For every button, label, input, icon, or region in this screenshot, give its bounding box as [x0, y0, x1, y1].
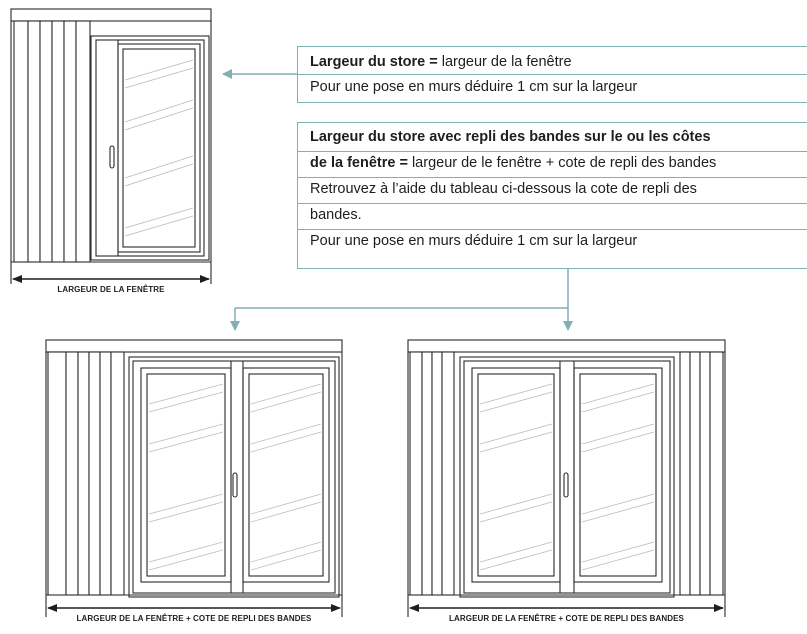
- top-blind-slats: [14, 21, 90, 262]
- info-box-divider: [298, 177, 807, 178]
- bottom-left-dimension-label: LARGEUR DE LA FENÊTRE + COTE DE REPLI DES BANDES: [76, 614, 312, 623]
- info-box-divider: [298, 74, 807, 75]
- fold-width-heading: [310, 125, 807, 151]
- bottom-left-window-diagram: [46, 340, 342, 617]
- top-dimension-label: LARGEUR DE LA FENÊTRE: [57, 285, 165, 294]
- bottom-left-blind-slats: [48, 352, 124, 595]
- info-box-line-1: [310, 50, 807, 75]
- info-box-divider: [298, 151, 807, 152]
- top-window-diagram: [11, 9, 211, 284]
- bottom-right-blind-slats-right: [680, 352, 723, 595]
- info-box-divider: [298, 229, 807, 230]
- bottom-right-rail: [408, 340, 725, 352]
- info-box-divider: [298, 203, 807, 204]
- fold-width-definition: largeur de le fenêtre + cote de repli des bandes: [407, 155, 717, 171]
- fold-width-heading-text: Largeur du store avec repli des bandes sur le ou les côtes: [310, 129, 711, 145]
- wall-mount-note-2: Pour une pose en murs déduire 1 cm sur la largeur: [310, 233, 638, 249]
- store-width-heading: Largeur du store =: [310, 54, 438, 70]
- wall-mount-note: Pour une pose en murs déduire 1 cm sur la largeur: [310, 79, 638, 95]
- fold-width-line-2: [310, 151, 807, 177]
- top-window-frame: [91, 36, 209, 260]
- fold-table-note-end: bandes.: [310, 207, 362, 223]
- info-box-store-width: [297, 46, 807, 103]
- bottom-right-window-diagram: [408, 340, 725, 617]
- fold-width-heading-end: de la fenêtre =: [310, 155, 408, 171]
- bottom-left-handle: [233, 473, 237, 497]
- fold-table-note: Retrouvez à l’aide du tableau ci-dessous la cote de repli des: [310, 181, 697, 197]
- top-window-handle: [110, 146, 114, 168]
- store-width-definition: largeur de la fenêtre: [437, 54, 572, 70]
- box2-connector: [235, 269, 568, 330]
- bottom-right-dimension-label: LARGEUR DE LA FENÊTRE + COTE DE REPLI DES BANDES: [449, 614, 684, 623]
- info-box-store-width-with-fold: [297, 122, 807, 269]
- bottom-right-blind-slats-left: [410, 352, 454, 595]
- bottom-left-rail: [46, 340, 342, 352]
- bottom-right-handle: [564, 473, 568, 497]
- top-rail: [11, 9, 211, 21]
